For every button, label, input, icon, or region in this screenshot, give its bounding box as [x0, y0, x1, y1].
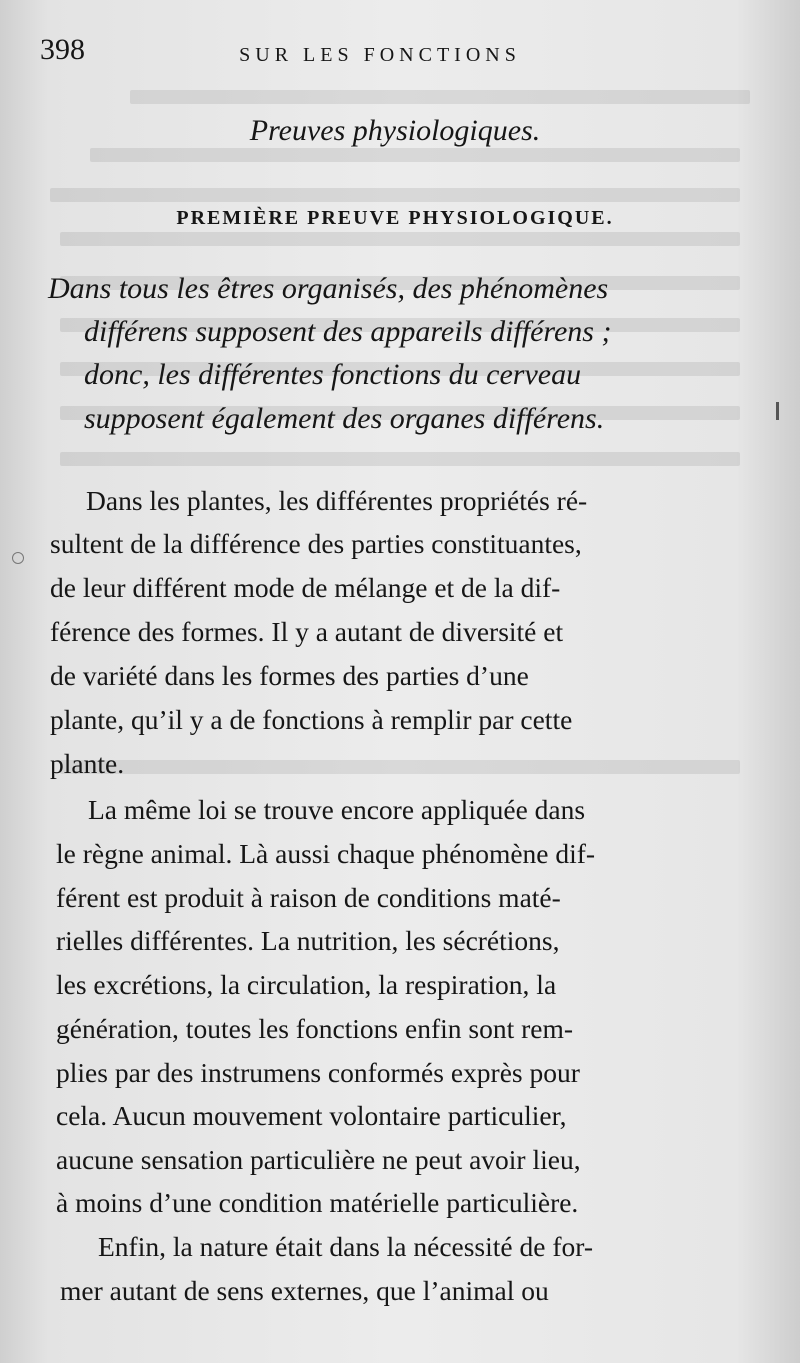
running-head: SUR LES FONCTIONS	[239, 44, 521, 66]
body-line: La même loi se trouve encore appliquée dans	[88, 794, 586, 825]
body-line: cela. Aucun mouvement volontaire particulier,	[56, 1100, 567, 1131]
thesis-line: différens supposent des appareils différens ;	[84, 315, 612, 348]
thesis-line: supposent également des organes différens.	[84, 402, 605, 435]
thesis-line: donc, les différentes fonctions du cerveau	[84, 358, 582, 391]
section-title: Preuves physiologiques.	[249, 114, 541, 147]
body-line: Enfin, la nature était dans la nécessité de for-	[98, 1231, 593, 1262]
page-number: 398	[40, 33, 85, 66]
body-line: férence des formes. Il y a autant de diversité et	[50, 616, 564, 647]
body-line: le règne animal. Là aussi chaque phénomène dif-	[56, 838, 596, 869]
body-line: aucune sensation particulière ne peut avoir lieu,	[56, 1144, 581, 1175]
margin-mark	[776, 402, 779, 420]
body-line: férent est produit à raison de conditions maté-	[56, 882, 561, 913]
body-line: sultent de la différence des parties constituantes,	[50, 528, 582, 559]
proof-heading: PREMIÈRE PREUVE PHYSIOLOGIQUE.	[176, 207, 614, 229]
body-line: à moins d’une condition matérielle particulière.	[56, 1187, 579, 1218]
body-line: mer autant de sens externes, que l’animal ou	[60, 1275, 549, 1306]
body-line: les excrétions, la circulation, la respiration, la	[56, 969, 557, 1000]
body-line: plante.	[50, 748, 125, 779]
body-line: Dans les plantes, les différentes propriétés ré-	[86, 485, 588, 516]
body-line: plante, qu’il y a de fonctions à remplir par cette	[50, 704, 573, 735]
body-line: de leur différent mode de mélange et de la dif-	[50, 572, 561, 603]
body-line: plies par des instrumens conformés exprès pour	[56, 1057, 580, 1088]
body-line: rielles différentes. La nutrition, les sécrétions,	[56, 925, 560, 956]
margin-ring-mark	[12, 552, 24, 564]
thesis-line: Dans tous les êtres organisés, des phénomènes	[48, 272, 609, 305]
body-line: génération, toutes les fonctions enfin sont rem-	[56, 1013, 574, 1044]
body-line: de variété dans les formes des parties d’une	[50, 660, 529, 691]
